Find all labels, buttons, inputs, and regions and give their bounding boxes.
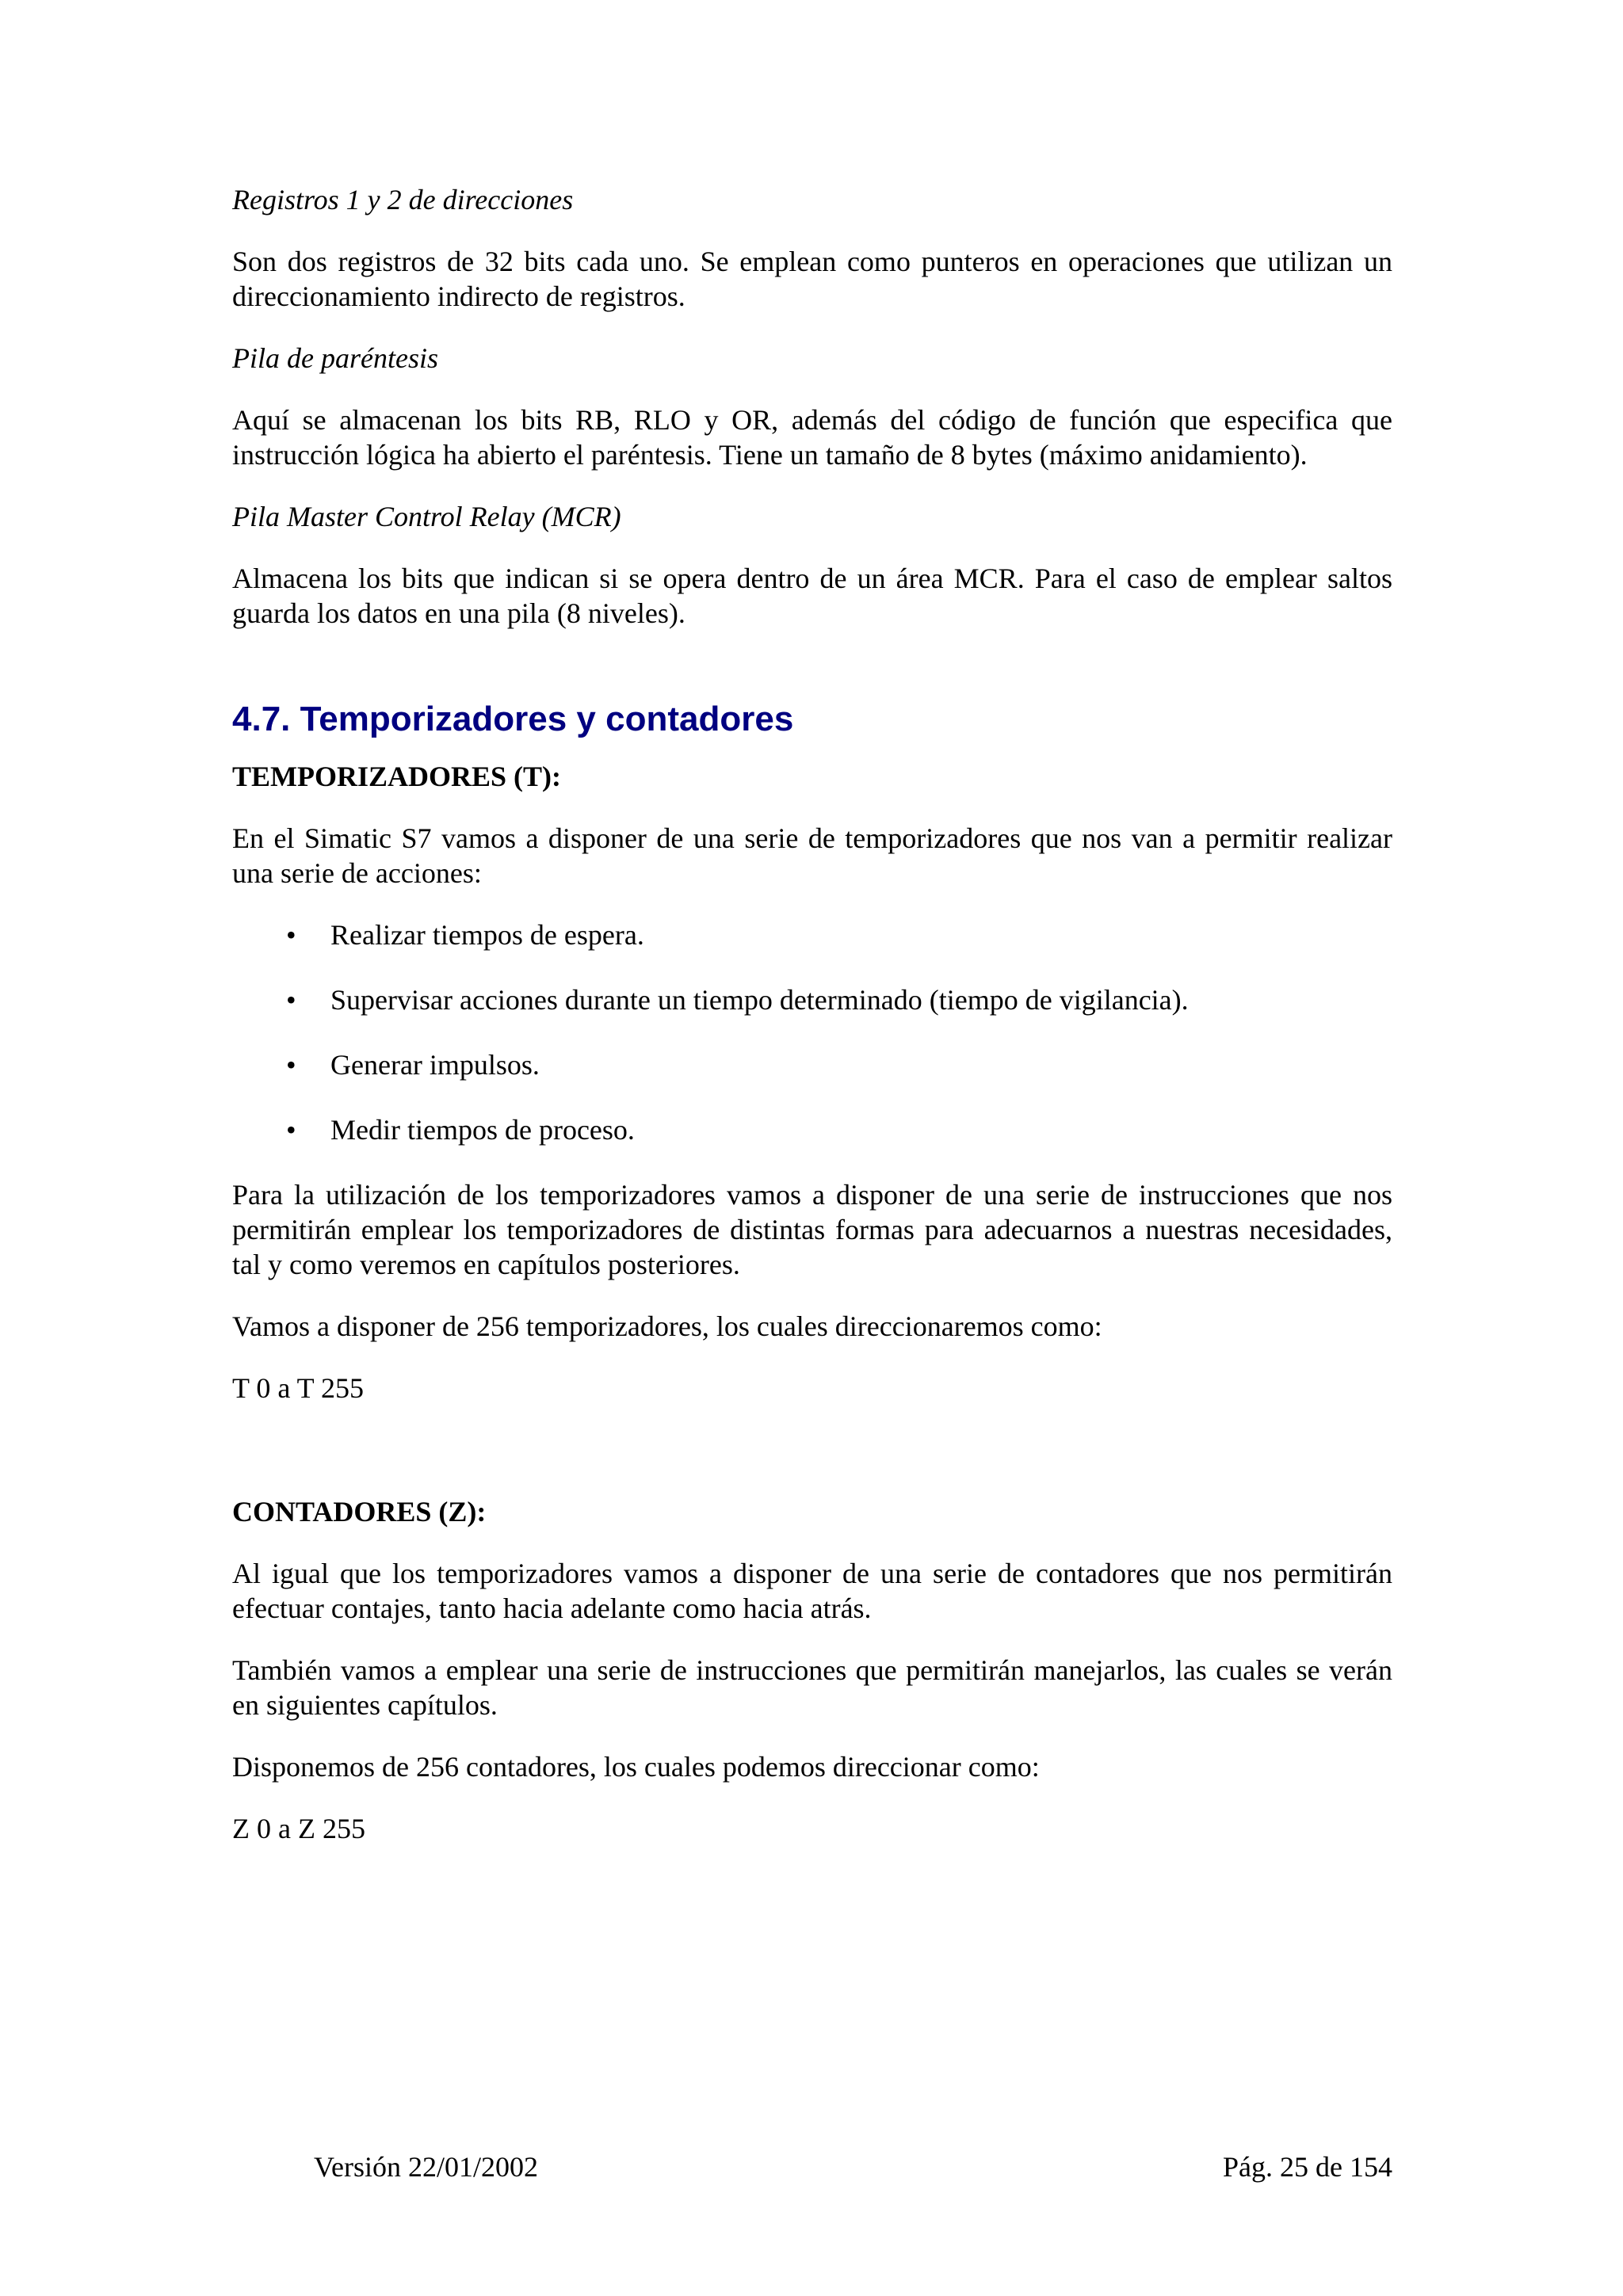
paragraph-temporizadores-cantidad: Vamos a disponer de 256 temporizadores, los cuales direccionaremos como: [232,1310,1102,1342]
heading-contadores: CONTADORES (Z): [232,1496,487,1527]
bullet-icon: • [286,919,296,951]
temporizadores-bullet-list [232,917,1392,1147]
list-item-text: Realizar tiempos de espera. [330,919,644,951]
subheading-registros: Registros 1 y 2 de direcciones [232,184,574,215]
paragraph-contadores-cantidad: Disponemos de 256 contadores, los cuales podemos direccionar como: [232,1751,1040,1783]
document-page [232,182,1392,1873]
temporizadores-range: T 0 a T 255 [232,1372,365,1404]
paragraph-pila-parentesis: Aquí se almacenan los bits RB, RLO y OR, además del código de función que especifica que instrucción lógica ha abierto el paréntesis. Tiene un tamaño de 8 bytes (máximo anidamiento). [232,404,1392,471]
list-item-text: Generar impulsos. [330,1049,540,1081]
heading-temporizadores: TEMPORIZADORES (T): [232,761,562,792]
paragraph-temporizadores-instrucciones: Para la utilización de los temporizadores vamos a disponer de una serie de instrucciones que nos permitirán emplear los temporizadores de distintas formas para adecuarnos a nuestras necesidades, tal y como veremos en capítulos posteriores. [232,1179,1392,1280]
list-item-text: Supervisar acciones durante un tiempo determinado (tiempo de vigilancia). [330,984,1189,1016]
paragraph-contadores-instrucciones: También vamos a emplear una serie de instrucciones que permitirán manejarlos, las cuales se verán en siguientes capítulos. [232,1654,1392,1721]
bullet-icon: • [286,1049,296,1081]
bullet-icon: • [286,1114,296,1146]
footer-page-number: Pág. 25 de 154 [1223,2151,1392,2183]
list-item [232,982,1392,1017]
paragraph-pila-mcr: Almacena los bits que indican si se opera dentro de un área MCR. Para el caso de emplear saltos guarda los datos en una pila (8 niveles). [232,563,1392,629]
list-item [232,917,1392,952]
subheading-pila-parentesis: Pila de paréntesis [232,342,438,374]
paragraph-registros: Son dos registros de 32 bits cada uno. Se emplean como punteros en operaciones que utilizan un direccionamiento indirecto de registros. [232,246,1392,312]
list-item-text: Medir tiempos de proceso. [330,1114,635,1146]
paragraph-temporizadores-intro: En el Simatic S7 vamos a disponer de una serie de temporizadores que nos van a permitir realizar una serie de acciones: [232,822,1392,889]
list-item [232,1112,1392,1147]
footer-version: Versión 22/01/2002 [314,2151,538,2183]
paragraph-contadores-intro: Al igual que los temporizadores vamos a disponer de una serie de contadores que nos permitirán efectuar contajes, tanto hacia adelante como hacia atrás. [232,1558,1392,1624]
bullet-icon: • [286,984,296,1016]
list-item [232,1047,1392,1082]
section-title: 4.7. Temporizadores y contadores [232,700,794,738]
contadores-range: Z 0 a Z 255 [232,1813,365,1844]
subheading-pila-mcr: Pila Master Control Relay (MCR) [232,501,621,532]
